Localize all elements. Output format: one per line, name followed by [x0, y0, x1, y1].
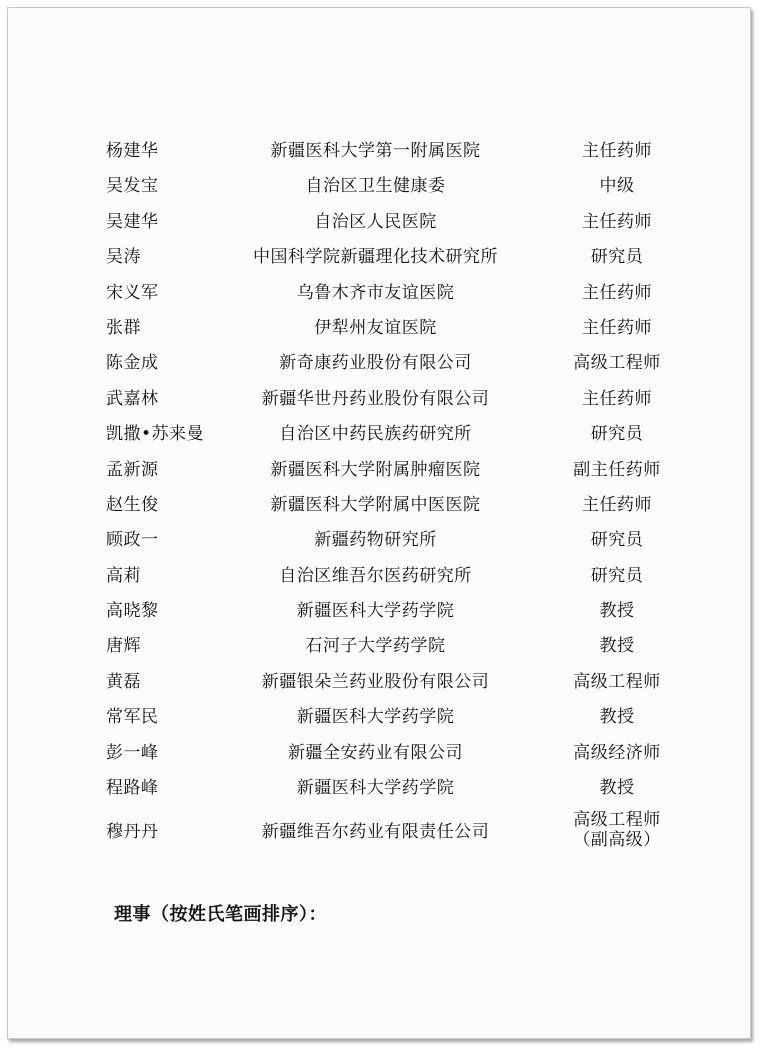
- member-organization: 伊犁州友谊医院: [314, 317, 437, 338]
- roster-row: [0, 559, 760, 594]
- member-title: 高级工程师 （副高级）: [573, 810, 661, 851]
- member-organization: 新疆医科大学药学院: [296, 778, 455, 799]
- roster-row: [0, 453, 760, 488]
- member-name: 顾政一: [106, 530, 159, 551]
- member-title: 教授: [599, 778, 635, 799]
- member-title: 高级经济师: [573, 742, 661, 763]
- roster-row: [0, 665, 760, 700]
- roster-row: [0, 240, 760, 275]
- roster-row: [0, 594, 760, 629]
- member-title: 高级工程师: [573, 671, 661, 692]
- roster-row: [0, 700, 760, 735]
- roster-row: [0, 311, 760, 346]
- member-title: 主任药师: [582, 388, 652, 409]
- member-title: 主任药师: [582, 494, 652, 515]
- member-title: 研究员: [590, 530, 644, 551]
- member-organization: 自治区维吾尔医药研究所: [279, 565, 472, 586]
- member-name: 吴建华: [106, 211, 159, 232]
- member-organization: 中国科学院新疆理化技术研究所: [253, 247, 498, 268]
- roster-row: [0, 629, 760, 664]
- roster-row: [0, 417, 760, 452]
- member-organization: 新奇康药业股份有限公司: [279, 353, 472, 374]
- member-title: 教授: [599, 707, 635, 728]
- roster-row: [0, 488, 760, 523]
- member-title: 主任药师: [582, 141, 652, 161]
- member-organization: 新疆医科大学附属肿瘤医院: [270, 459, 481, 480]
- member-title: 教授: [599, 636, 635, 657]
- member-title: 研究员: [590, 247, 644, 268]
- member-organization: 新疆药物研究所: [314, 530, 437, 551]
- member-name: 宋义军: [106, 282, 159, 303]
- roster-row: [0, 134, 760, 169]
- member-organization: 新疆华世丹药业股份有限公司: [261, 388, 490, 409]
- member-organization: 新疆医科大学药学院: [296, 707, 455, 728]
- roster-row: [0, 771, 760, 806]
- member-title: 主任药师: [582, 317, 652, 338]
- member-title: 研究员: [590, 565, 644, 586]
- member-name: 高晓黎: [106, 601, 159, 622]
- member-organization: 新疆全安药业有限公司: [288, 742, 463, 763]
- member-organization: 新疆医科大学附属中医医院: [270, 494, 481, 515]
- member-name: 穆丹丹: [106, 822, 159, 843]
- roster-row: [0, 736, 760, 771]
- member-name: 孟新源: [106, 459, 159, 480]
- member-organization: 新疆维吾尔药业有限责任公司: [261, 822, 490, 843]
- roster-row: [0, 523, 760, 558]
- member-name: 吴涛: [106, 247, 141, 268]
- member-title: 副主任药师: [573, 459, 661, 480]
- member-title: 主任药师: [582, 211, 652, 232]
- member-title: 教授: [599, 601, 635, 622]
- member-name: 武嘉林: [106, 388, 159, 409]
- member-name: 高莉: [106, 565, 141, 586]
- member-organization: 新疆医科大学第一附属医院: [270, 141, 481, 161]
- roster-row: [0, 276, 760, 311]
- member-roster: [0, 134, 760, 858]
- member-name: 吴发宝: [106, 176, 159, 197]
- member-organization: 乌鲁木齐市友谊医院: [296, 282, 455, 303]
- member-name: 常军民: [106, 707, 159, 728]
- member-name: 唐辉: [106, 636, 141, 657]
- member-title: 研究员: [590, 424, 644, 445]
- roster-row: [0, 806, 760, 858]
- member-name: 杨建华: [106, 141, 159, 161]
- member-name: 赵生俊: [106, 494, 159, 515]
- member-title: 高级工程师: [573, 353, 661, 374]
- member-organization: 新疆医科大学药学院: [296, 601, 455, 622]
- member-organization: 自治区人民医院: [314, 211, 437, 232]
- member-name: 程路峰: [106, 778, 159, 799]
- member-name: 彭一峰: [106, 742, 159, 763]
- member-organization: 石河子大学药学院: [305, 636, 446, 657]
- member-title: 中级: [599, 176, 635, 197]
- member-name: 张群: [106, 317, 141, 338]
- member-name: 黄磊: [106, 671, 141, 692]
- roster-row: [0, 205, 760, 240]
- member-organization: 新疆银朵兰药业股份有限公司: [261, 671, 490, 692]
- member-name: 陈金成: [106, 353, 159, 374]
- roster-row: [0, 382, 760, 417]
- section-heading: 理事（按姓氏笔画排序）：: [114, 904, 327, 925]
- member-name: 凯撒•苏来曼: [106, 424, 205, 445]
- member-title: 主任药师: [582, 282, 652, 303]
- member-organization: 自治区中药民族药研究所: [279, 424, 472, 445]
- roster-row: [0, 346, 760, 381]
- roster-row: [0, 169, 760, 204]
- member-organization: 自治区卫生健康委: [305, 176, 446, 197]
